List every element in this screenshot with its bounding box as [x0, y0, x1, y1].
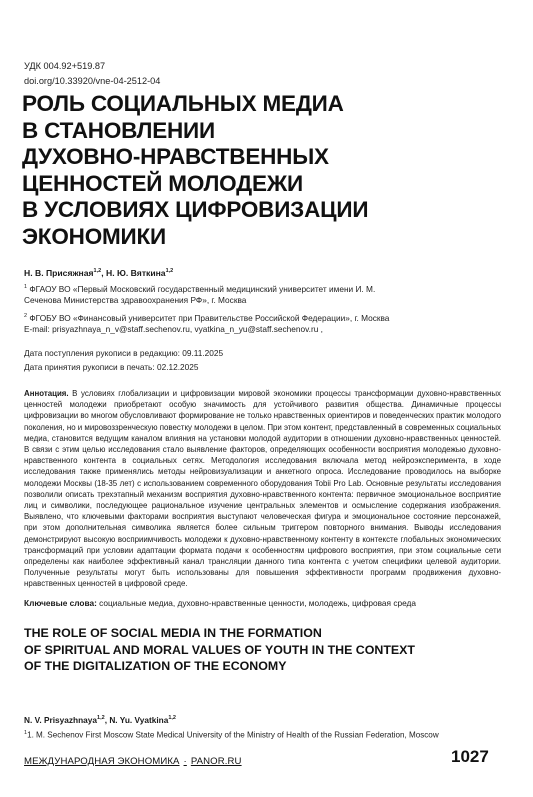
journal-footer — [24, 756, 242, 767]
author-name: Н. Ю. Вяткина — [105, 268, 166, 278]
affiliation-mark: 1 — [24, 730, 28, 736]
title-line: ЭКОНОМИКИ — [22, 223, 167, 249]
journal-site[interactable]: PANOR.RU — [190, 756, 242, 767]
author-name: N. Yu. Vyatkina — [109, 715, 169, 725]
affiliation-mark: 2 — [24, 313, 28, 319]
affiliation-text: ФГАОУ ВО «Первый Московский государственный медицинский университет имени И. М. — [27, 283, 376, 294]
title-line: В СТАНОВЛЕНИИ — [22, 117, 215, 143]
affiliation-1-en — [24, 730, 439, 740]
abstract-text: В условиях глобализации и цифровизации мировой экономики процессы трансформации духовно-нравственных ценностей молодежи приобретают особую значимость для устойчивого развития общества. Динамичные процессы цифровизации во многом обусловливают формирование не только нравственных ориентиров и поведенческих практик молодого поколения, но и мировоззренческую повестку молодежи в целом. При этом контент, представленный в современных социальных медиа, становится ведущим каналом влияния на установки молодой аудитории в отношении духовно-нравственных ценностей. В связи с этим целью исследования стало выявление факторов, определяющих особенности восприятия молодежью духовно-нравственного контента в социальных сетях. Методология исследования включала метод нейроэксперимента, в ходе исследования также применялись методы нейровизуализации и анкетного опроса. Исследование проводилось на выборке молодежи Москвы (18-35 лет) с использованием современного оборудования Tobii Pro Lab. Основные результаты исследования позволили описать трехэтапный механизм восприятия духовно-нравственного контента: первичное эмоциональное восприятие лиц и символики, последующее рациональное изучение центральных элементов и осмысление содержания изображения. Выявлено, что ключевыми факторами восприятия выступают человеческая фигура и эмоциональное состояние персонажей, при этом дополнительная символика является более сильным триггером повторного внимания. Выводы исследования демонстрируют высокую восприимчивость молодежи к духовно-нравственному контенту в контексте глобальных экономических трансформаций при условии адаптации формата подачи к особенностям цифрового восприятия, при этом социальные сети определены как наиболее эффективный канал трансляции данного типа контента с учетом специфики целевой аудитории. Полученные результаты могут быть использованы для повышения эффективности программ продвижения духовно-нравственных ценностей в цифровой среде. — [24, 389, 501, 589]
affiliation-mark: 1 — [24, 284, 28, 290]
abstract — [24, 388, 501, 590]
author-affiliation-mark: 1,2 — [168, 715, 176, 722]
keywords-label: Ключевые слова: — [24, 598, 97, 608]
affiliation-text: ФГОБУ ВО «Финансовый университет при Правительстве Российской Федерации», г. Москва — [27, 312, 390, 323]
article-title-ru — [22, 91, 502, 250]
title-line: OF THE DIGITALIZATION OF THE ECONOMY — [24, 659, 287, 673]
keywords — [24, 598, 504, 608]
affiliation-text: 1. M. Sechenov First Moscow State Medical University of the Ministry of Health of the Russian Federation, Moscow — [27, 730, 439, 740]
date-accepted: Дата принятия рукописи в печать: 02.12.2025 — [24, 362, 199, 372]
affiliation-text: Сеченова Министерства здравоохранения РФ», г. Москва — [24, 294, 247, 305]
title-line: THE ROLE OF SOCIAL MEDIA IN THE FORMATION — [24, 626, 322, 640]
doi-link[interactable]: doi.org/10.33920/vne-04-2512-04 — [24, 76, 161, 86]
author-affiliation-mark: 1,2 — [93, 268, 102, 275]
title-line: РОЛЬ СОЦИАЛЬНЫХ МЕДИА — [22, 91, 344, 116]
abstract-label: Аннотация. — [24, 389, 69, 398]
title-line: В УСЛОВИЯХ ЦИФРОВИЗАЦИИ — [22, 197, 369, 222]
author-name: N. V. Prisyazhnaya — [24, 715, 98, 725]
title-line: ДУХОВНО-НРАВСТВЕННЫХ — [22, 144, 329, 169]
keywords-text: социальные медиа, духовно-нравственные ценности, молодежь, цифровая среда — [96, 598, 416, 608]
author-separator: , — [104, 715, 110, 725]
authors-ru — [24, 268, 173, 278]
email-line[interactable]: E-mail: prisyazhnaya_n_v@staff.sechenov.ru, vyatkina_n_yu@staff.sechenov.ru , — [24, 323, 323, 334]
author-separator: , — [101, 268, 106, 278]
article-title-en — [24, 625, 504, 675]
footer-separator: · — [183, 756, 187, 767]
affiliation-2-ru — [24, 311, 504, 335]
title-line: OF SPIRITUAL AND MORAL VALUES OF YOUTH IN THE CONTEXT — [24, 642, 416, 657]
authors-en — [24, 715, 176, 725]
author-name: Н. В. Присяжная — [24, 268, 94, 278]
affiliation-1-ru — [24, 282, 504, 306]
date-received: Дата поступления рукописи в редакцию: 09.11.2025 — [24, 348, 224, 358]
journal-name: МЕЖДУНАРОДНАЯ ЭКОНОМИКА — [24, 756, 180, 767]
page-number: 1027 — [451, 747, 489, 766]
author-affiliation-mark: 1,2 — [97, 715, 105, 722]
udc-code: УДК 004.92+519.87 — [24, 61, 106, 71]
title-line: ЦЕННОСТЕЙ МОЛОДЕЖИ — [22, 170, 303, 196]
author-affiliation-mark: 1,2 — [165, 268, 174, 275]
